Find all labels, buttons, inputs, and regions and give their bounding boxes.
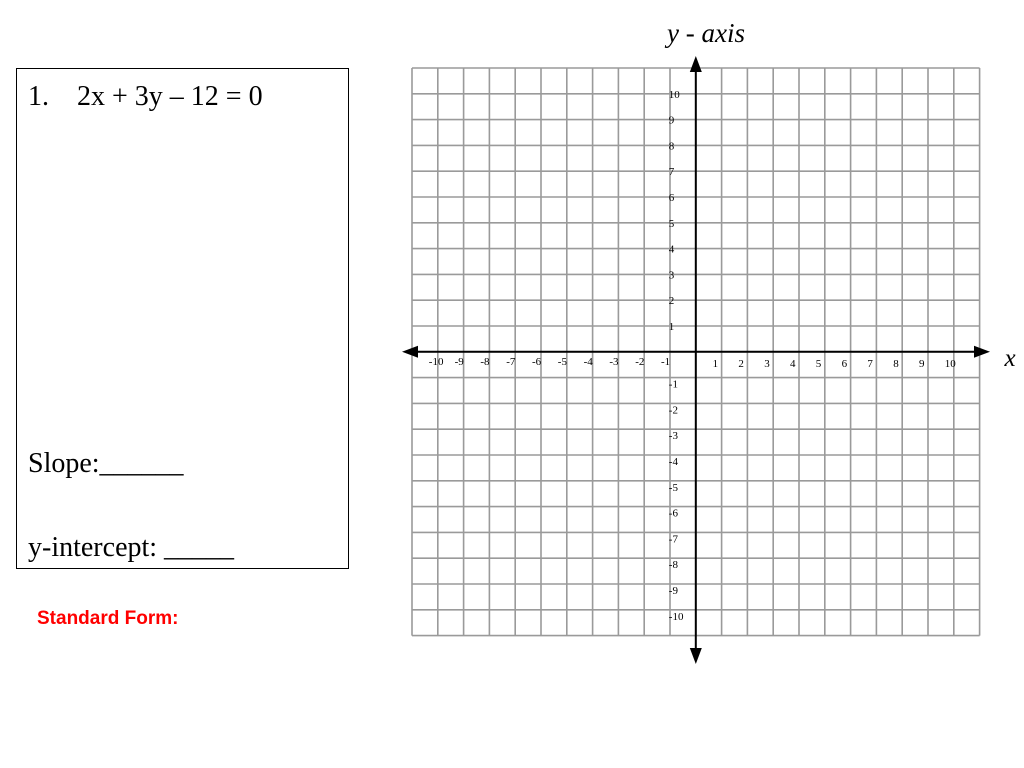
x-tick-label: 6 [841, 357, 848, 370]
x-tick-label: 2 [738, 357, 744, 370]
x-tick-label: -7 [506, 355, 516, 368]
y-tick-label: -4 [668, 456, 678, 468]
y-tick-label: -1 [668, 378, 678, 391]
y-tick-label: 9 [668, 114, 675, 127]
x-tick-label: 7 [867, 357, 873, 370]
x-tick-label: -4 [583, 355, 593, 368]
x-tick-label: 1 [712, 357, 719, 370]
y-tick-label: 10 [668, 88, 680, 101]
y-tick-label: 5 [668, 217, 675, 230]
y-axis-title: y - axis [667, 18, 745, 48]
x-tick-label: -1 [661, 355, 671, 368]
x-tick-label: -9 [454, 355, 464, 368]
y-tick-label: -10 [668, 610, 684, 623]
x-tick-label: 8 [893, 357, 899, 370]
y-tick-label: 8 [668, 140, 675, 153]
y-axis-arrow-up [690, 56, 702, 72]
standard-form-label: Standard Form: [37, 608, 179, 629]
y-axis-arrow-down [690, 648, 702, 664]
x-axis-arrow-left [402, 346, 418, 358]
x-tick-label: 5 [815, 357, 822, 370]
x-tick-label: -8 [480, 355, 490, 368]
y-tick-label: 2 [668, 295, 675, 308]
y-tick-label: -7 [668, 533, 678, 546]
y-tick-label: -6 [668, 507, 678, 520]
x-axis-title: x [1004, 345, 1016, 372]
x-tick-label: -6 [532, 355, 542, 368]
y-tick-label: 4 [668, 243, 675, 256]
y-tick-label: -2 [668, 404, 678, 417]
x-tick-label: -3 [609, 355, 619, 368]
x-tick-label: -5 [557, 355, 567, 368]
y-intercept-blank: y-intercept: _____ [28, 532, 235, 563]
x-tick-label: -2 [635, 355, 645, 368]
y-tick-label: 1 [668, 321, 675, 333]
x-tick-label: 3 [764, 357, 770, 370]
y-tick-label: 6 [668, 192, 675, 204]
y-tick-label: -3 [668, 430, 678, 443]
x-tick-label: 9 [919, 357, 925, 370]
x-tick-label: -10 [428, 355, 444, 368]
x-tick-label: 10 [944, 357, 956, 370]
problem-equation: 1. 2x + 3y – 12 = 0 [28, 81, 263, 112]
slope-blank: Slope:______ [28, 448, 184, 479]
y-tick-label: 7 [668, 166, 675, 179]
y-tick-label: -9 [668, 585, 678, 597]
x-tick-label: 4 [790, 357, 796, 370]
y-tick-label: -8 [668, 559, 678, 572]
y-tick-label: -5 [668, 481, 678, 494]
y-tick-label: 3 [668, 269, 675, 282]
x-axis-arrow-right [974, 346, 990, 358]
